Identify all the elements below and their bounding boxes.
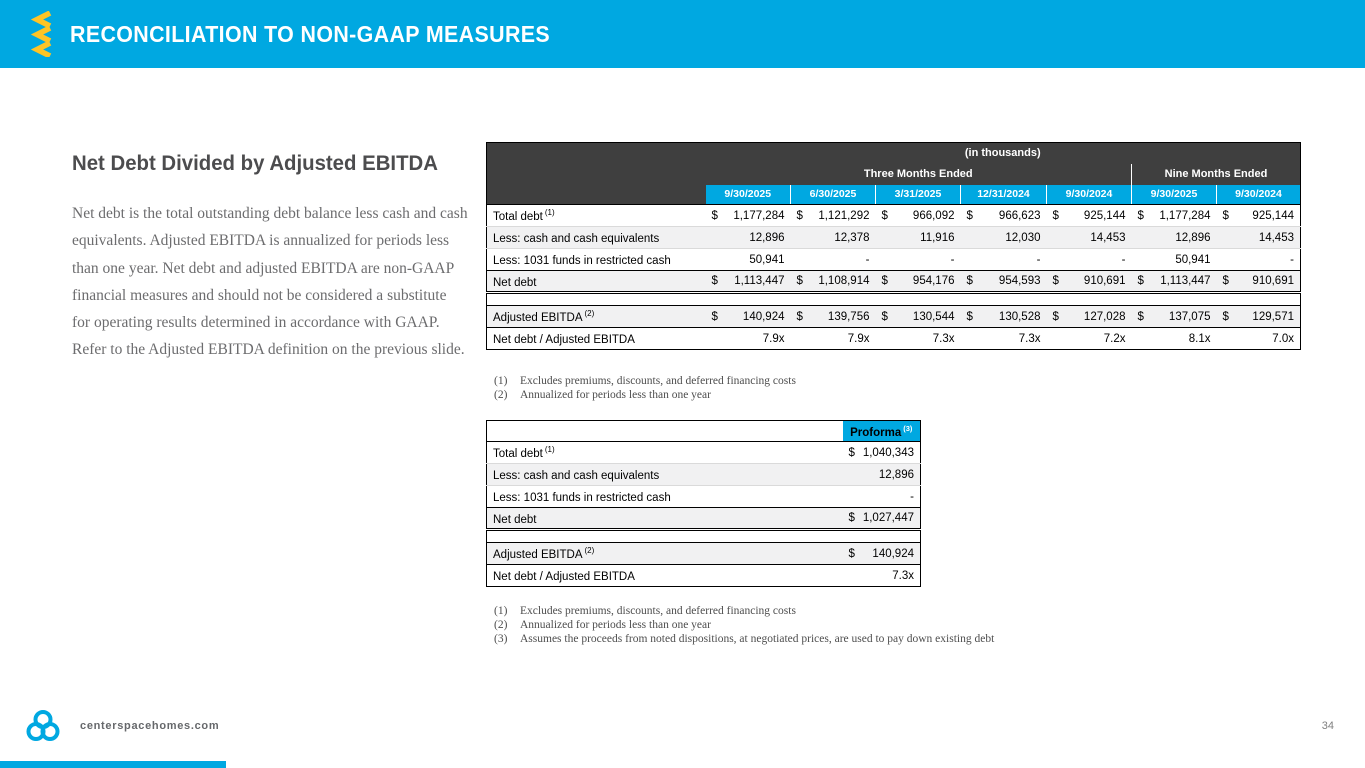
cell (876, 227, 961, 249)
dollar-prefix: $ (966, 275, 973, 287)
cell-value: 140,924 (872, 547, 914, 560)
footnote: (1) Excludes premiums, discounts, and deferred financing costs (494, 375, 796, 387)
cell (1132, 306, 1217, 328)
cell-value: 925,144 (1083, 209, 1126, 222)
cell-value: 1,177,284 (733, 209, 785, 222)
dollar-prefix: $ (881, 310, 888, 323)
cell (961, 227, 1047, 249)
cell-value: 1,027,447 (862, 512, 914, 524)
dollar-prefix: $ (1052, 209, 1059, 222)
row-net-debt (487, 508, 921, 530)
dollar-prefix: $ (1222, 209, 1229, 222)
cell (1217, 271, 1301, 293)
cell-value: 1,113,447 (734, 275, 785, 287)
cell-value: 1,108,914 (818, 275, 870, 287)
cell-value: 966,092 (912, 209, 955, 222)
cell-value: 139,756 (827, 310, 870, 323)
cell-value: 954,593 (998, 275, 1041, 287)
col-header: 6/30/2025 (791, 185, 876, 205)
cell (961, 271, 1047, 293)
cell (961, 328, 1047, 350)
cell-value: 8.1x (1188, 332, 1211, 345)
cell (876, 205, 961, 227)
cell (1217, 227, 1301, 249)
dollar-prefix: $ (796, 209, 803, 222)
cell-value: 129,571 (1252, 310, 1294, 323)
cell (706, 205, 791, 227)
spacer-row (487, 530, 921, 543)
cell (961, 249, 1047, 271)
cell (961, 306, 1047, 328)
header-bar (0, 0, 1365, 68)
cell (876, 328, 961, 350)
cell-value: 910,691 (1083, 275, 1126, 287)
col-header: 9/30/2024 (1217, 185, 1301, 205)
dollar-prefix: $ (966, 310, 973, 323)
cell (1132, 328, 1217, 350)
cell-value: 7.3x (892, 569, 914, 582)
cell-value: 14,453 (1090, 231, 1126, 244)
row-label: Net debt / Adjusted EBITDA (493, 570, 635, 583)
cell-value: - (950, 253, 955, 266)
cell-value: 14,453 (1258, 231, 1294, 244)
row-label: Adjusted EBITDA $^{(2)}$ (487, 543, 843, 565)
cell (791, 227, 876, 249)
cell (1047, 205, 1132, 227)
cell (843, 508, 921, 530)
cell (1217, 249, 1301, 271)
row-label: Net debt / Adjusted EBITDA (493, 333, 635, 346)
cell-value: 11,916 (920, 231, 955, 244)
row-label: Less: cash and cash equivalents (487, 464, 843, 486)
row-total-debt (487, 442, 921, 464)
cell-value: 130,544 (912, 310, 955, 323)
dollar-prefix: $ (1222, 310, 1229, 323)
cell (706, 328, 791, 350)
cell (791, 249, 876, 271)
cell (706, 227, 791, 249)
cell-value: 7.9x (847, 332, 870, 345)
slide-title: RECONCILIATION TO NON-GAAP MEASURES (70, 20, 551, 47)
units-label: (in thousands) (706, 143, 1301, 164)
cell (1047, 306, 1132, 328)
left-panel (72, 152, 468, 364)
proforma-table-footnotes (494, 604, 994, 646)
cell-value: 12,030 (1005, 231, 1041, 244)
cell-value: 12,896 (878, 468, 914, 481)
cell (1132, 205, 1217, 227)
cell (791, 271, 876, 293)
footnote-marker: (3) (903, 423, 913, 433)
footer-accent-bar (0, 761, 226, 768)
dollar-prefix: $ (1137, 275, 1144, 287)
footnote-marker: (1) (544, 208, 555, 218)
footnote: (1) Excludes premiums, discounts, and deferred financing costs (494, 605, 796, 617)
cell-value: 954,176 (912, 275, 955, 287)
dollar-prefix: $ (881, 275, 888, 287)
row-label: Total debt $^{(1)}$ (487, 442, 843, 464)
proforma-table-section (486, 420, 994, 646)
row-label: Less: 1031 funds in restricted cash (487, 486, 843, 508)
cell (1047, 328, 1132, 350)
dollar-prefix: $ (796, 275, 803, 287)
cell (706, 306, 791, 328)
cell-value: 12,896 (1175, 231, 1211, 244)
dollar-prefix: $ (848, 512, 855, 524)
cell (791, 306, 876, 328)
row-less-cash (487, 227, 1301, 249)
cell-value: 925,144 (1252, 209, 1294, 222)
cell (1217, 328, 1301, 350)
footnote: (2) Annualized for periods less than one year (494, 389, 711, 401)
proforma-header-row (487, 421, 921, 442)
dollar-prefix: $ (881, 209, 888, 222)
row-label: Total debt $^{(1)}$ (487, 205, 706, 227)
page-number: 34 (1321, 720, 1334, 732)
cell-value: 50,941 (749, 253, 785, 266)
cell-value: 7.3x (932, 332, 955, 345)
cell-value: 7.3x (1018, 332, 1041, 345)
cell-value: - (865, 253, 870, 266)
cell-value: 7.0x (1272, 332, 1294, 345)
dollar-prefix: $ (1137, 310, 1144, 323)
cell (1047, 271, 1132, 293)
col-header: 3/31/2025 (876, 185, 961, 205)
cell-value: 966,623 (998, 209, 1041, 222)
cell-value: - (1121, 253, 1126, 266)
cell-value: 1,113,447 (1160, 275, 1211, 287)
cell (961, 205, 1047, 227)
main-table-section (486, 142, 1301, 402)
footnote: (2) Annualized for periods less than one year (494, 619, 711, 631)
cell-value: - (910, 490, 914, 503)
spacer-row (487, 293, 1301, 306)
proforma-table (486, 420, 921, 587)
cell-value: 50,941 (1175, 253, 1211, 266)
dollar-prefix: $ (711, 310, 718, 323)
cell-value: 137,075 (1168, 310, 1211, 323)
cell-value: 7.2x (1103, 332, 1126, 345)
dollar-prefix: $ (1222, 275, 1229, 287)
row-ratio (487, 565, 921, 587)
dollar-prefix: $ (848, 446, 855, 459)
cell (843, 486, 921, 508)
cell-value: 12,896 (749, 231, 785, 244)
dollar-prefix: $ (1052, 275, 1059, 287)
col-header: 9/30/2024 (1047, 185, 1132, 205)
cell (1217, 205, 1301, 227)
col-header: 9/30/2025 (1132, 185, 1217, 205)
dollar-prefix: $ (1052, 310, 1059, 323)
dollar-prefix: $ (1137, 209, 1144, 222)
proforma-col-header: Proforma $^{(3)}$ (843, 421, 921, 442)
cell (1217, 306, 1301, 328)
cell-value: 140,924 (742, 310, 785, 323)
row-net-debt (487, 271, 1301, 293)
chevron-logo-icon (28, 11, 54, 57)
cell (876, 306, 961, 328)
cell (706, 271, 791, 293)
row-less-cash (487, 464, 921, 486)
cell (843, 543, 921, 565)
units-row (487, 143, 1301, 164)
net-debt-table (486, 142, 1301, 350)
cell (876, 271, 961, 293)
cell (843, 464, 921, 486)
row-ratio (487, 328, 1301, 350)
cell-value: 7.9x (762, 332, 785, 345)
col-header: 9/30/2025 (706, 185, 791, 205)
cell-value: 1,177,284 (1159, 209, 1211, 222)
cell (843, 565, 921, 587)
row-adjusted-ebitda (487, 306, 1301, 328)
section-body-text: Net debt is the total outstanding debt balance less cash and cash equivalents. Adjusted EBITDA is annualized for periods less than one year. Net debt and adjusted EBITDA are non-GAAP financial measures and should not be considered a substitute for operating results determined in accordance with GAAP. Refer to the Adjusted EBITDA definition on the previous slide. (72, 205, 468, 359)
row-less-1031 (487, 249, 1301, 271)
corner-cell (487, 143, 706, 205)
website-url: centerspacehomes.com (80, 720, 220, 732)
dollar-prefix: $ (711, 209, 718, 222)
cell (1047, 249, 1132, 271)
footnote-marker: (2) (584, 309, 595, 319)
row-label: Net debt (487, 271, 706, 293)
cell (791, 328, 876, 350)
cell (1047, 227, 1132, 249)
centerspace-logo-icon (26, 709, 60, 743)
cell-value: 1,121,292 (818, 209, 870, 222)
cell-value: 130,528 (998, 310, 1041, 323)
group-three-months: Three Months Ended (706, 164, 1132, 185)
cell (791, 205, 876, 227)
cell-value: - (1036, 253, 1041, 266)
cell (876, 249, 961, 271)
cell (706, 249, 791, 271)
cell-value: 127,028 (1083, 310, 1126, 323)
group-nine-months: Nine Months Ended (1132, 164, 1301, 185)
dollar-prefix: $ (711, 275, 718, 287)
cell (1132, 227, 1217, 249)
dollar-prefix: $ (966, 209, 973, 222)
row-label: Less: 1031 funds in restricted cash (487, 249, 706, 271)
footnote-marker: (2) (584, 546, 595, 556)
main-table-footnotes (494, 374, 1301, 402)
row-adjusted-ebitda (487, 543, 921, 565)
cell-value: 12,378 (834, 231, 870, 244)
section-heading: Net Debt Divided by Adjusted EBITDA (72, 152, 438, 175)
footnote: (3) Assumes the proceeds from noted dispositions, at negotiated prices, are used to pay down existing debt (494, 633, 995, 645)
cell (1132, 271, 1217, 293)
corner-cell (487, 421, 843, 442)
cell (1132, 249, 1217, 271)
cell-value: 1,040,343 (862, 446, 914, 459)
dollar-prefix: $ (796, 310, 803, 323)
cell-value: 910,691 (1252, 275, 1294, 287)
cell-value: - (1290, 253, 1294, 266)
row-label: Adjusted EBITDA $^{(2)}$ (487, 306, 706, 328)
row-label: Less: cash and cash equivalents (487, 227, 706, 249)
col-header: 12/31/2024 (961, 185, 1047, 205)
row-total-debt (487, 205, 1301, 227)
row-less-1031 (487, 486, 921, 508)
row-label: Net debt (487, 508, 843, 530)
footnote-marker: (1) (544, 445, 555, 455)
cell (843, 442, 921, 464)
dollar-prefix: $ (848, 547, 855, 560)
